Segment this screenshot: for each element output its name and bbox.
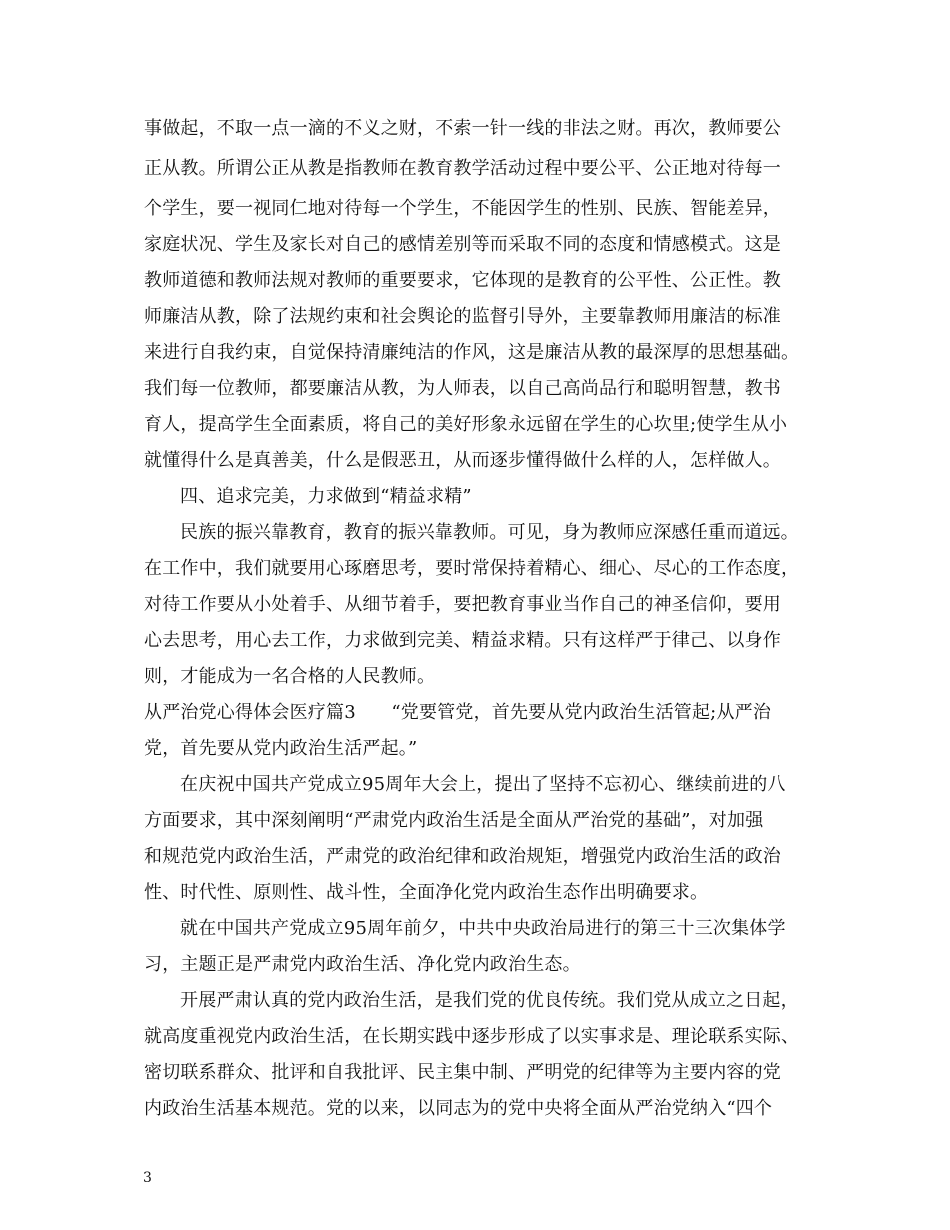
text-line: 对待工作要从小处着手、从细节着手，要把教育事业当作自己的神圣信仰，要用 xyxy=(144,594,781,615)
text-line: 就在中国共产党成立95周年前夕，中共中央政治局进行的第三十三次集体学 xyxy=(180,918,786,939)
article-title-line: 从严治党心得体会医疗篇3 “党要管党，首先要从党内政治生活管起;从严治 xyxy=(144,702,772,723)
text-line: 就懂得什么是真善美，什么是假恶丑，从而逐步懂得做什么样的人，怎样做人。 xyxy=(144,450,781,471)
text-line: 民族的振兴靠教育，教育的振兴靠教师。可见，身为教师应深感任重而道远。 xyxy=(180,522,799,543)
text-line: 方面要求，其中深刻阐明“严肃党内政治生活是全面从严治党的基础”，对加强 xyxy=(144,810,764,831)
text-line: 开展严肃认真的党内政治生活，是我们党的优良传统。我们党从成立之日起， xyxy=(180,990,799,1011)
text-line: 育人，提高学生全面素质，将自己的美好形象永远留在学生的心坎里;使学生从小 xyxy=(144,414,788,435)
text-line: 则，才能成为一名合格的人民教师。 xyxy=(144,666,436,687)
text-line: 密切联系群众、批评和自我批评、民主集中制、严明党的纪律等为主要内容的党 xyxy=(144,1062,781,1083)
text-line: 性、时代性、原则性、战斗性，全面净化党内政治生态作出明确要求。 xyxy=(144,882,709,903)
text-line: 来进行自我约束，自觉保持清廉纯洁的作风，这是廉洁从教的最深厚的思想基础。 xyxy=(144,342,800,363)
text-line: 党，首先要从党内政治生活严起。” xyxy=(144,738,418,759)
text-line: 个学生，要一视同仁地对待每一个学生，不能因学生的性别、民族、智能差异， xyxy=(144,198,781,219)
text-line: 就高度重视党内政治生活，在长期实践中逐步形成了以实事求是、理论联系实际、 xyxy=(144,1026,800,1047)
text-line: 在工作中，我们就要用心琢磨思考，要时常保持着精心、细心、尽心的工作态度， xyxy=(144,558,800,579)
section-heading: 四、追求完美，力求做到“精益求精” xyxy=(180,486,472,507)
text-line: 心去思考，用心去工作，力求做到完美、精益求精。只有这样严于律己、以身作 xyxy=(144,630,781,651)
text-line: 在庆祝中国共产党成立95周年大会上，提出了坚持不忘初心、继续前进的八 xyxy=(180,774,786,795)
text-line: 内政治生活基本规范。党的以来，以同志为的党中央将全面从严治党纳入“四个 xyxy=(144,1098,773,1119)
text-line: 我们每一位教师，都要廉洁从教，为人师表，以自己高尚品行和聪明智慧，教书 xyxy=(144,378,781,399)
text-line: 家庭状况、学生及家长对自己的感情差别等而采取不同的态度和情感模式。这是 xyxy=(144,234,781,255)
text-line: 正从教。所谓公正从教是指教师在教育教学活动过程中要公平、公正地对待每一 xyxy=(144,158,781,179)
text-line: 和规范党内政治生活，严肃党的政治纪律和政治规矩，增强党内政治生活的政治 xyxy=(144,846,781,867)
text-line: 事做起，不取一点一滴的不义之财，不索一针一线的非法之财。再次，教师要公 xyxy=(144,118,781,139)
text-line: 教师道德和教师法规对教师的重要要求，它体现的是教育的公平性、公正性。教 xyxy=(144,270,781,291)
text-line: 师廉洁从教，除了法规约束和社会舆论的监督引导外，主要靠教师用廉洁的标准 xyxy=(144,306,781,327)
page-number: 3 xyxy=(143,1170,152,1186)
text-line: 习，主题正是严肃党内政治生活、净化党内政治生态。 xyxy=(144,954,581,975)
